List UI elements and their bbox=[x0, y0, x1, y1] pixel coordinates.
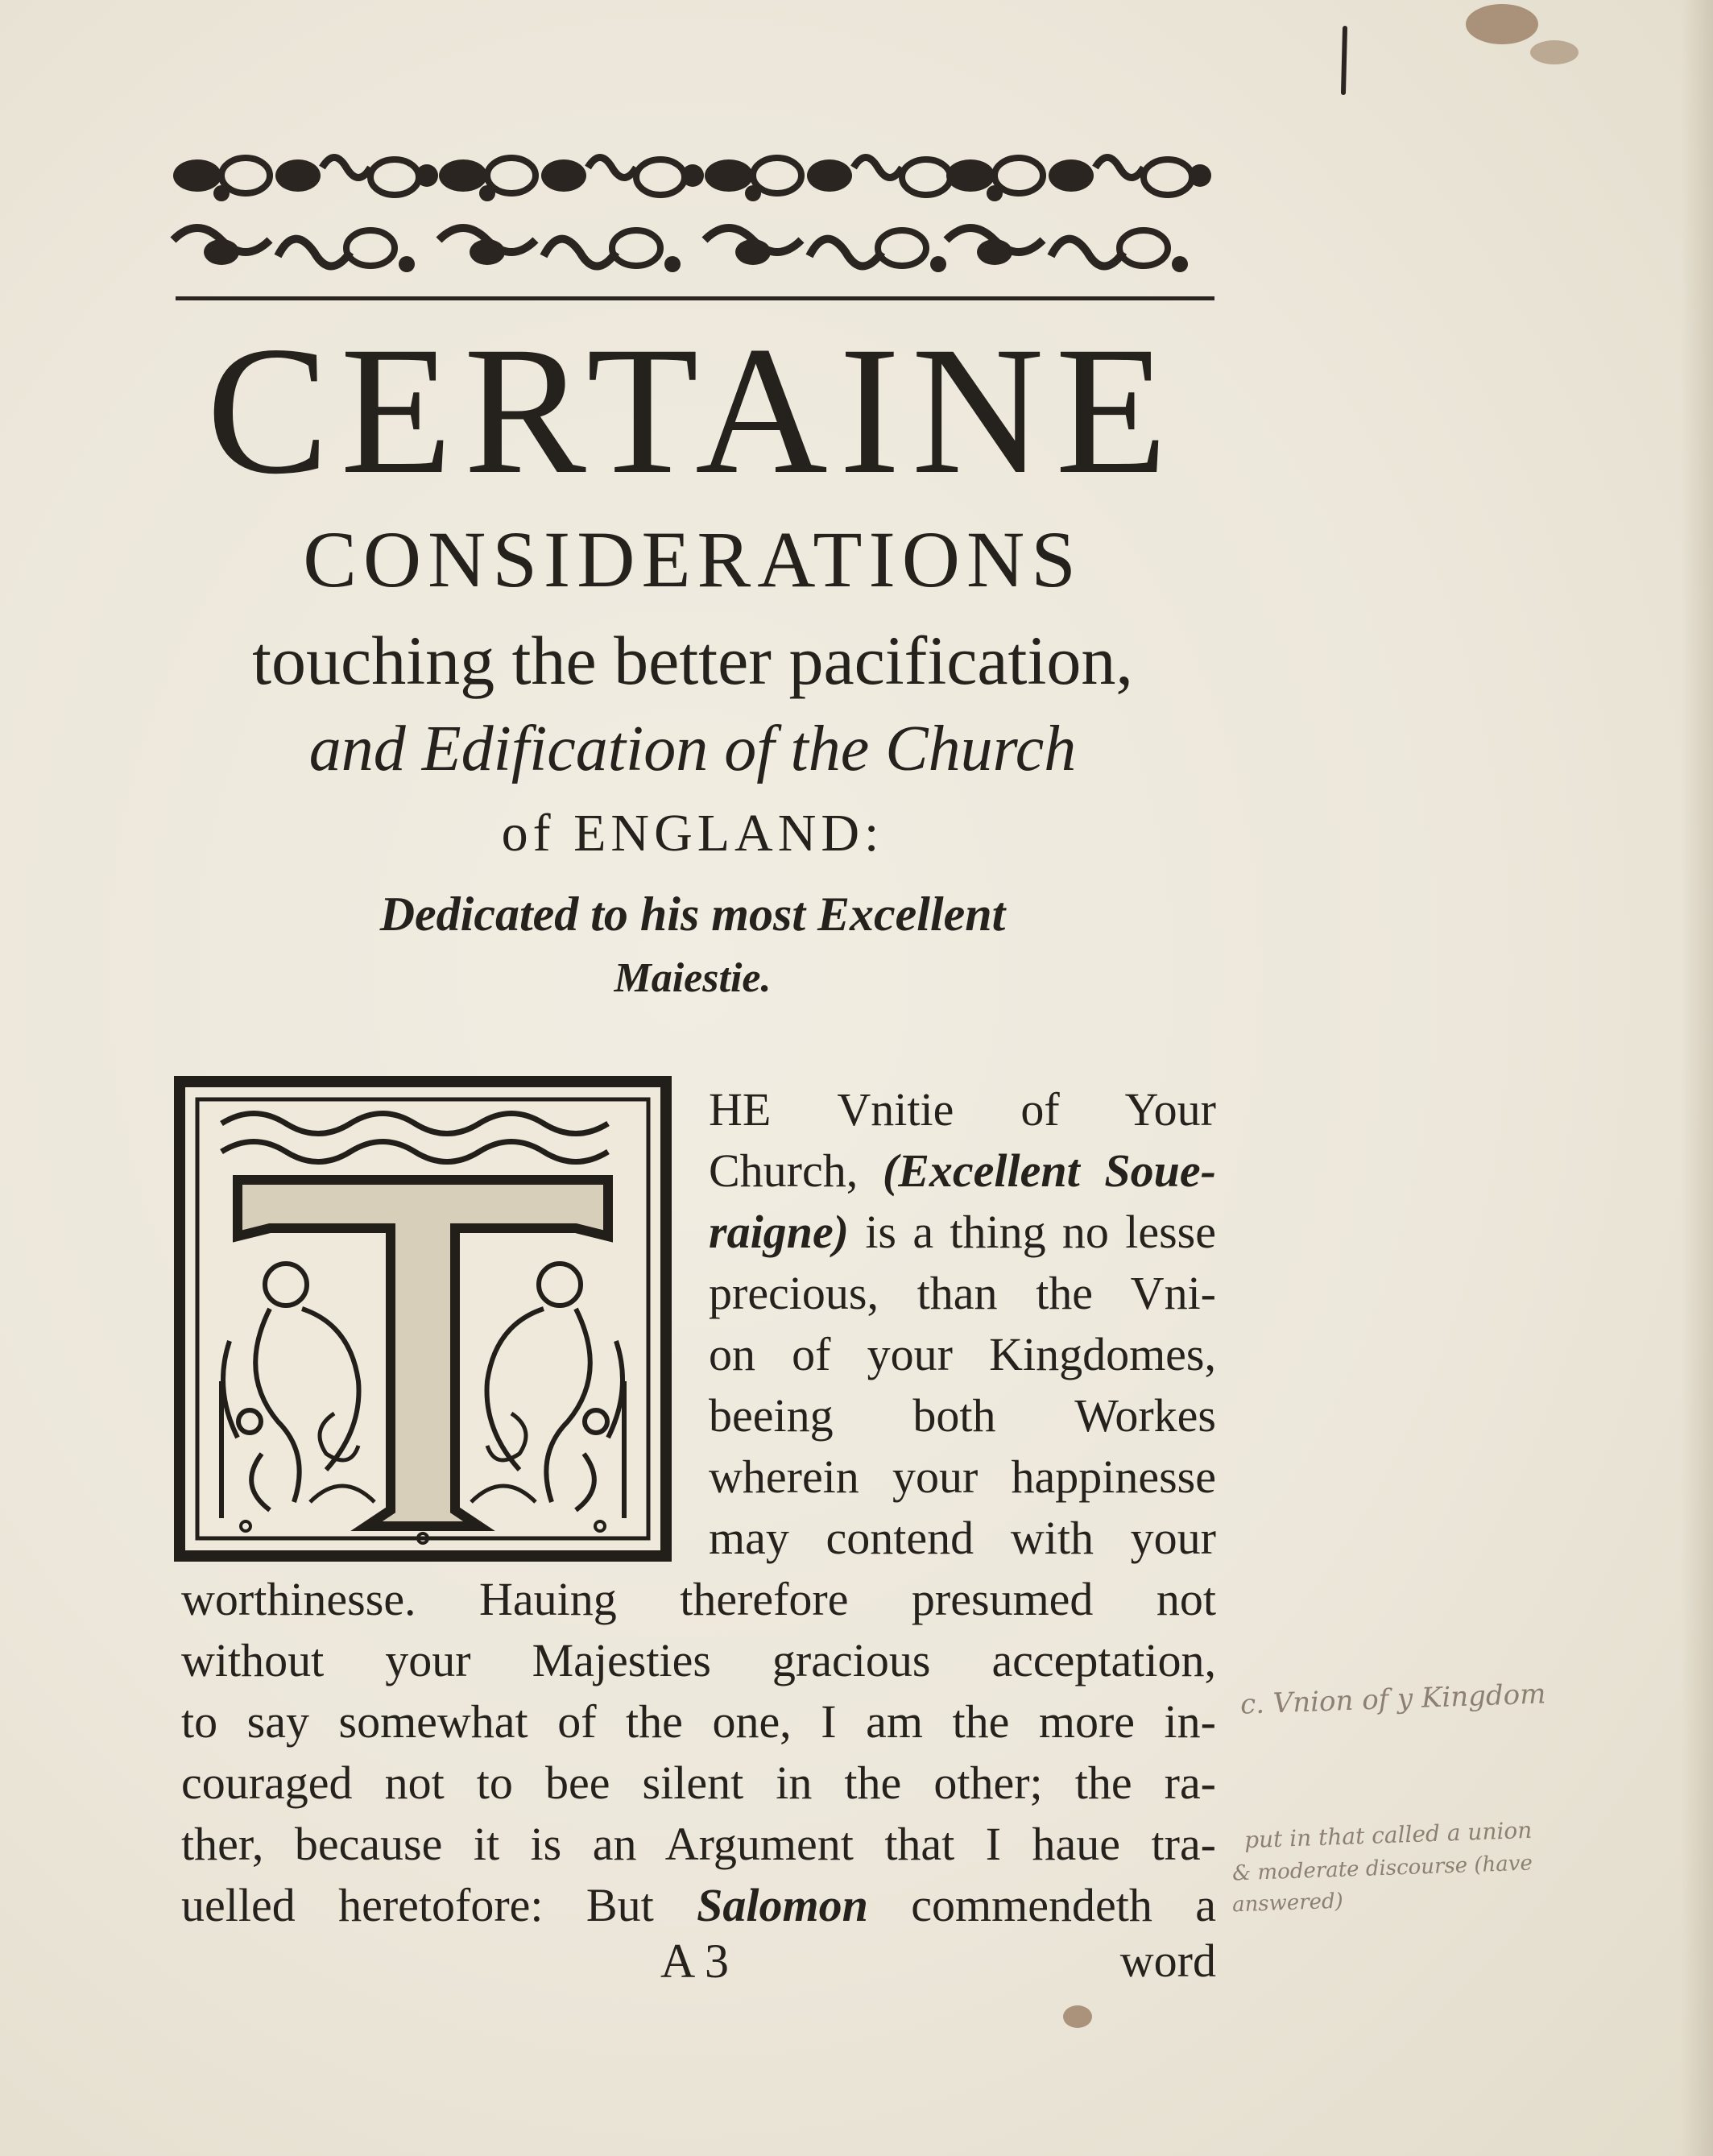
body-line-3-roman: is a thing no lesse bbox=[849, 1206, 1216, 1258]
body-line-7: wherein your happinesse bbox=[709, 1450, 1216, 1503]
dedication-line: Dedicated to his most Excellent bbox=[379, 888, 1006, 941]
pen-mark-icon bbox=[1337, 24, 1353, 97]
title-main: CERTAINE bbox=[206, 309, 1179, 512]
title-line-1: touching the better pacification, bbox=[252, 622, 1133, 699]
majesty-line: Maiestie. bbox=[614, 955, 772, 1001]
body-line-12: couraged not to bee silent in the other; the ra- bbox=[181, 1757, 1216, 1809]
body-line-10: without your Majesties gracious acceptation, bbox=[181, 1634, 1216, 1686]
body-line-1: HE Vnitie of Your bbox=[709, 1083, 1216, 1136]
body-line-14-a: uelled heretofore: But bbox=[181, 1879, 697, 1931]
signature-mark: A 3 bbox=[660, 1935, 730, 1988]
body-line-14-italic: Salomon bbox=[697, 1879, 868, 1931]
body-line-11: to say somewhat of the one, I am the more in- bbox=[181, 1695, 1216, 1748]
margin-note-4: answered) bbox=[1231, 1889, 1344, 1918]
body-line-5: on of your Kingdomes, bbox=[709, 1328, 1216, 1380]
margin-note-3: & moderate discourse (have bbox=[1231, 1851, 1533, 1886]
headpiece-ornament-icon bbox=[165, 143, 1216, 304]
body-line-2-roman: Church, bbox=[709, 1144, 883, 1197]
body-line-4: precious, than the Vni- bbox=[709, 1267, 1216, 1319]
margin-note-1: c. Vnion of y Kingdom bbox=[1239, 1678, 1547, 1721]
body-line-14 bbox=[181, 1875, 1216, 1936]
body-line-3 bbox=[709, 1202, 1216, 1263]
body-line-3-italic: raigne) bbox=[709, 1206, 849, 1258]
ink-stain bbox=[1063, 2005, 1092, 2028]
body-line-13: ther, because it is an Argument that I haue tra- bbox=[181, 1818, 1216, 1870]
body-line-14-b: commendeth a bbox=[867, 1879, 1216, 1931]
ink-stain bbox=[1466, 4, 1538, 44]
title-line-3: of ENGLAND: bbox=[501, 804, 884, 863]
title-line-2: and Edification of the Church bbox=[308, 714, 1077, 784]
body-line-2-italic: (Excellent Soue- bbox=[882, 1144, 1216, 1197]
body-line-2 bbox=[709, 1140, 1216, 1202]
title-subtitle: CONSIDERATIONS bbox=[303, 515, 1082, 604]
ink-stain bbox=[1530, 40, 1579, 64]
decorated-initial-t-icon bbox=[173, 1075, 672, 1562]
margin-note-2: put in that called a union bbox=[1243, 1816, 1533, 1854]
page-edge-shadow bbox=[1681, 0, 1713, 2156]
body-line-8: may contend with your bbox=[709, 1512, 1216, 1564]
catchword: word bbox=[1119, 1935, 1216, 1987]
headpiece-rule bbox=[176, 296, 1214, 300]
body-line-9: worthinesse. Hauing therefore presumed not bbox=[181, 1573, 1216, 1625]
body-line-6: beeing both Workes bbox=[709, 1389, 1216, 1442]
